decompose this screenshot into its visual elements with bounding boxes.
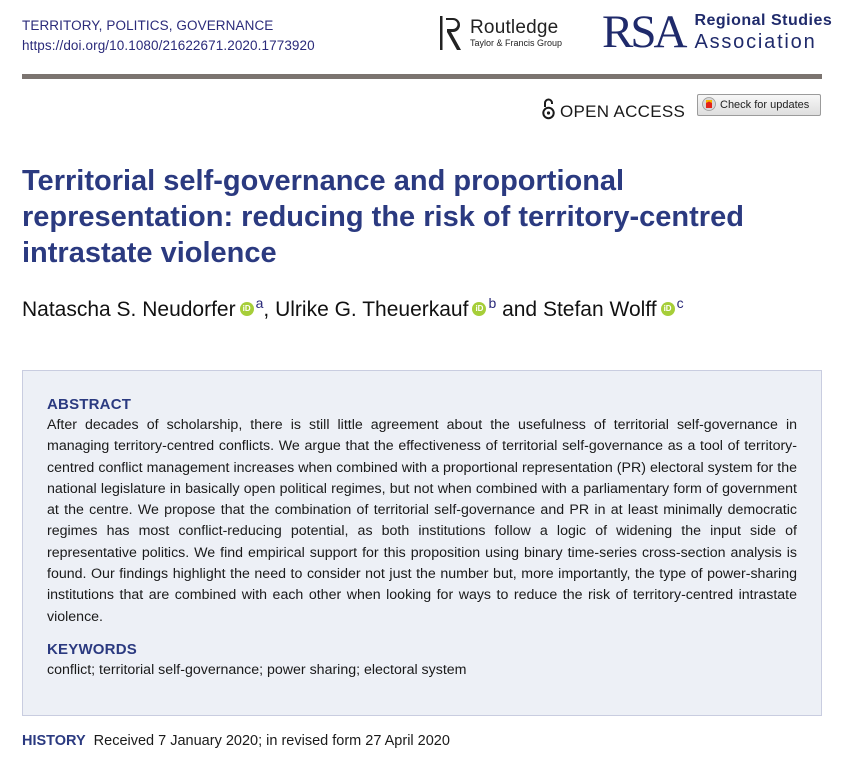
affiliation-marker: a (255, 295, 264, 311)
keywords-heading: KEYWORDS (47, 640, 137, 658)
open-lock-icon (542, 98, 555, 125)
author-1[interactable] (22, 295, 264, 321)
open-access-badge (542, 98, 685, 125)
author-separator: and (496, 298, 543, 321)
check-for-updates-button[interactable] (697, 94, 821, 116)
author-list (22, 289, 684, 324)
abstract-box (22, 370, 822, 716)
doi-link[interactable]: https://doi.org/10.1080/21622671.2020.1773920 (22, 38, 315, 53)
rsa-logo[interactable] (602, 6, 833, 58)
author-name: Ulrike G. Theuerkauf (275, 298, 469, 321)
author-name: Stefan Wolff (542, 298, 657, 321)
affiliation-marker: c (676, 295, 684, 311)
crossmark-icon (702, 97, 716, 114)
check-for-updates-label: Check for updates (720, 99, 810, 111)
routledge-r-icon (440, 14, 464, 52)
abstract-text: After decades of scholarship, there is still little agreement about the usefulness of territorial self-governance in managing territory-centred conflicts. We argue that the effectiveness of territorial self-governance as a tool of territory-centred conflict management increases when combined with a proportional representation (PR) electoral system for the national legislature in basically open political regimes, but not when combined with a parliamentary form of government at the centre. We propose that the combination of territorial self-governance and PR in at least minimally democratic regimes has most conflict-reducing potential, as both institutions follow a logic of widening the input side of representative politics. We find empirical support for this proposition using binary time-series cross-section analysis is found. Our findings highlight the need to consider not just the number but, more importantly, the type of power-sharing institutions that are combined with each other when looking for ways to reduce the risk of territory-centred intrastate violence. (47, 417, 797, 625)
open-access-label: OPEN ACCESS (560, 101, 686, 121)
article-title: Territorial self-governance and proportional representation: reducing the risk of territory-centred intrastate violence (22, 165, 744, 269)
orcid-icon[interactable]: iD (472, 302, 486, 316)
routledge-name: Routledge (470, 16, 559, 38)
keywords-text: conflict; territorial self-governance; power sharing; electoral system (47, 661, 467, 678)
author-name: Natascha S. Neudorfer (22, 298, 236, 321)
abstract-heading: ABSTRACT (47, 396, 132, 413)
article-history (22, 731, 450, 751)
author-3[interactable] (542, 295, 684, 321)
author-2[interactable] (275, 295, 497, 321)
routledge-logo[interactable] (440, 12, 562, 54)
orcid-icon[interactable]: iD (661, 302, 675, 316)
journal-header (22, 16, 315, 56)
journal-name: TERRITORY, POLITICS, GOVERNANCE (22, 18, 274, 33)
author-separator: , (263, 298, 276, 321)
rsa-line2: Association (694, 31, 817, 53)
routledge-tagline: Taylor & Francis Group (470, 37, 563, 48)
history-text: Received 7 January 2020; in revised form 27 April 2020 (93, 733, 450, 749)
rsa-line1: Regional Studies (694, 12, 833, 29)
affiliation-marker: b (488, 295, 497, 311)
orcid-icon[interactable]: iD (240, 302, 254, 316)
header-rule (22, 74, 822, 79)
rsa-letters: RSA (602, 6, 685, 58)
history-label: HISTORY (22, 733, 86, 749)
